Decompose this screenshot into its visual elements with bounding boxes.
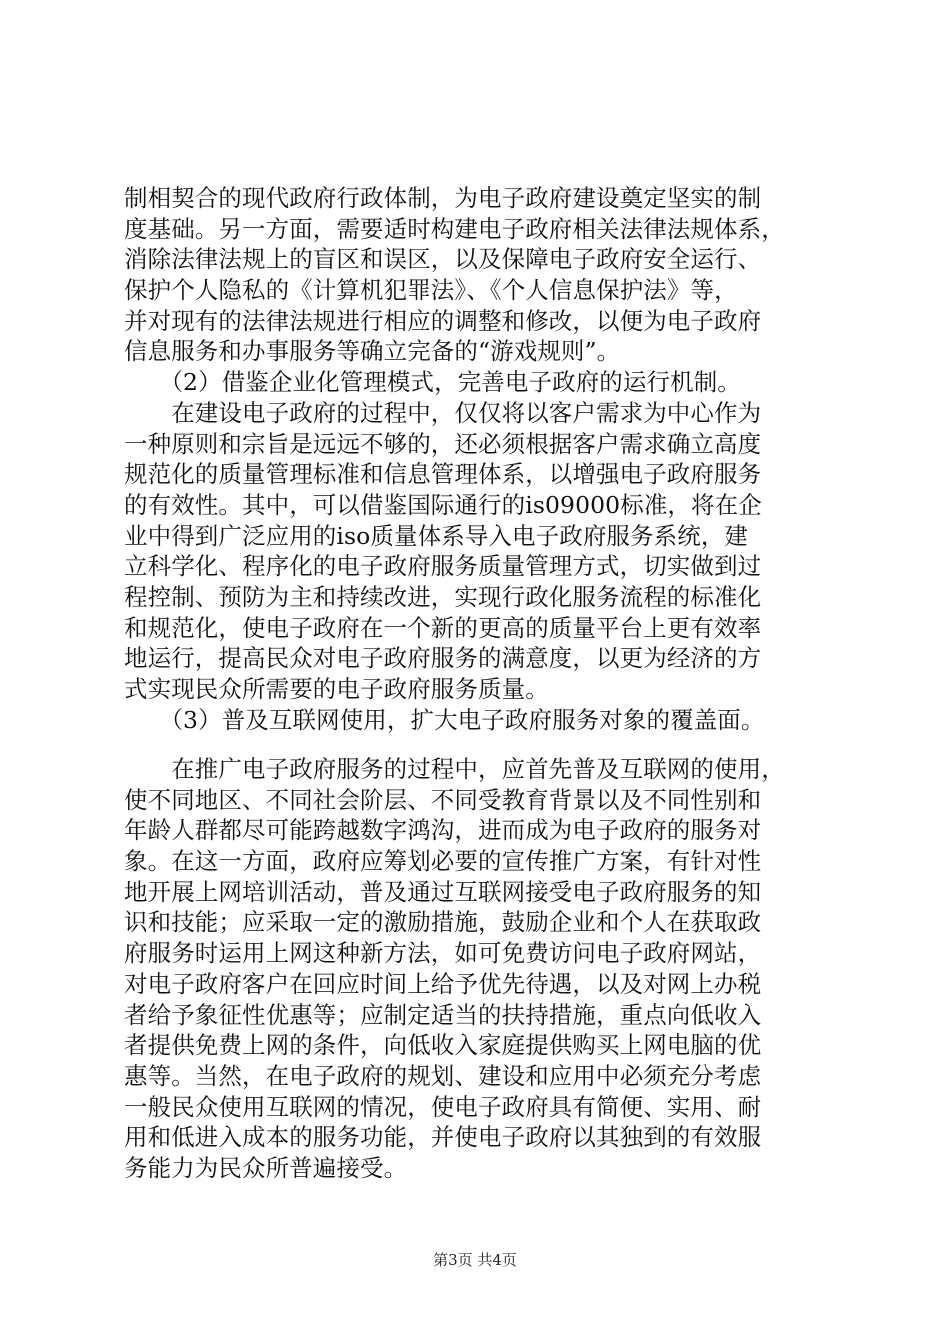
text-line: 地运行，提高民众对电子政府服务的满意度，以更为经济的方 xyxy=(124,644,762,673)
text-line: 使不同地区、不同社会阶层、不同受教育背景以及不同性别和 xyxy=(124,785,762,814)
text-line: 在推广电子政府服务的过程中，应首先普及互联网的使用， xyxy=(124,755,785,783)
text-line: 制相契合的现代政府行政体制，为电子政府建设奠定坚实的制 xyxy=(124,184,762,212)
text-line: 式实现民众所需要的电子政府服务质量。 xyxy=(124,675,549,703)
text-line: 年龄人群都尽可能跨越数字鸿沟，进而成为电子政府的服务对 xyxy=(124,816,762,845)
text-line: 立科学化、程序化的电子政府服务质量管理方式，切实做到过 xyxy=(124,552,762,581)
text-line: 象。在这一方面，政府应筹划必要的宣传推广方案，有针对性 xyxy=(124,847,762,876)
text-line: 地开展上网培训活动，普及通过互联网接受电子政府服务的知 xyxy=(124,877,762,906)
text-line: 在建设电子政府的过程中，仅仅将以客户需求为中心作为 xyxy=(124,398,762,427)
text-line: 一般民众使用互联网的情况，使电子政府具有简便、实用、耐 xyxy=(124,1092,762,1121)
text-line: 消除法律法规上的盲区和误区，以及保障电子政府安全运行、 xyxy=(124,245,762,274)
text-line: 度基础。另一方面，需要适时构建电子政府相关法律法规体系， xyxy=(124,214,785,243)
text-line: 用和低进入成本的服务功能，并使电子政府以其独到的有效服 xyxy=(124,1123,762,1152)
section-heading-3: （3）普及互联网使用，扩大电子政府服务对象的覆盖面。 xyxy=(124,705,765,734)
text-line: 程控制、预防为主和持续改进，实现行政化服务流程的标准化 xyxy=(124,582,762,611)
text-line: 务能力为民众所普遍接受。 xyxy=(124,1153,408,1182)
text-line: 府服务时运用上网这种新方法，如可免费访问电子政府网站， xyxy=(124,939,762,968)
section-heading-2: （2）借鉴企业化管理模式，完善电子政府的运行机制。 xyxy=(124,368,741,397)
text-line: 信息服务和办事服务等确立完备的“游戏规则”。 xyxy=(124,337,621,366)
page-number: 第3页 共4页 xyxy=(433,1251,517,1269)
text-line: 惠等。当然，在电子政府的规划、建设和应用中必须充分考虑 xyxy=(124,1061,762,1090)
text-line: 者给予象征性优惠等；应制定适当的扶持措施，重点向低收入 xyxy=(124,1000,762,1029)
text-line: 者提供免费上网的条件，向低收入家庭提供购买上网电脑的优 xyxy=(124,1031,762,1060)
text-line: 业中得到广泛应用的iso质量体系导入电子政府服务系统，建 xyxy=(124,521,749,550)
body-text-block-2 xyxy=(124,754,854,1184)
text-line: 的有效性。其中，可以借鉴国际通行的is09000标准，将在企 xyxy=(124,490,762,519)
text-line: 和规范化，使电子政府在一个新的更高的质量平台上更有效率 xyxy=(124,613,762,642)
text-line: 并对现有的法律法规进行相应的调整和修改，以便为电子政府 xyxy=(124,306,762,335)
body-text-block-1 xyxy=(124,183,854,735)
text-line: 保护个人隐私的《计算机犯罪法》、《个人信息保护法》等， xyxy=(124,276,738,305)
text-line: 识和技能；应采取一定的激励措施，鼓励企业和个人在获取政 xyxy=(124,908,762,937)
text-line: 对电子政府客户在回应时间上给予优先待遇，以及对网上办税 xyxy=(124,969,762,998)
text-line: 一种原则和宗旨是远远不够的，还必须根据客户需求确立高度 xyxy=(124,429,762,458)
text-line: 规范化的质量管理标准和信息管理体系，以增强电子政府服务 xyxy=(124,460,762,489)
page-footer xyxy=(0,1250,950,1270)
